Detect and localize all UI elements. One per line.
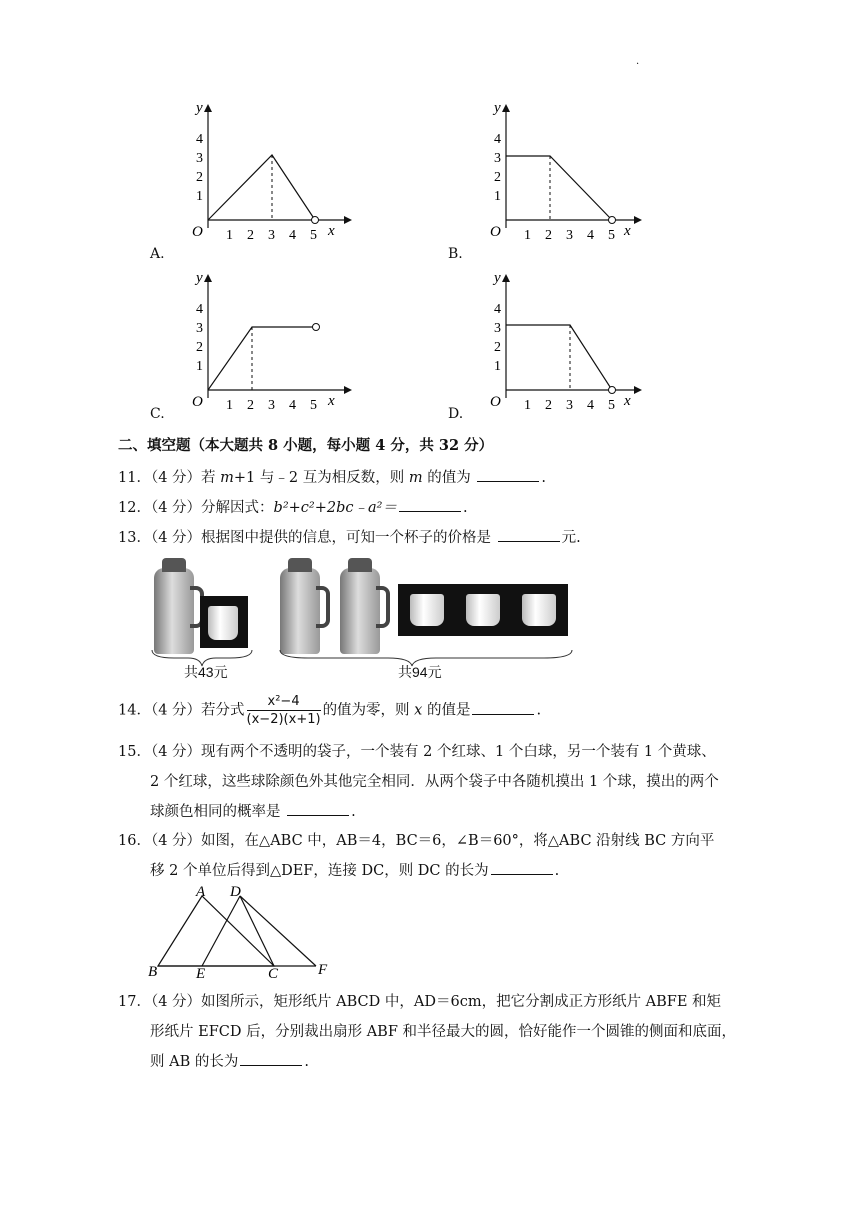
q15-text-3: 球颜色相同的概率是 — [150, 804, 286, 820]
question-17-line-1 — [118, 990, 721, 1011]
q14-fraction — [247, 694, 321, 727]
q13-end: 元. — [561, 530, 581, 546]
fraction-denominator: (x−2)(x+1) — [246, 712, 321, 727]
svg-text:4: 4 — [196, 132, 203, 147]
thermos-image — [340, 568, 380, 654]
option-label-c: C. — [150, 406, 165, 422]
q11-text-b: +1 与﹣2 互为相反数，则 — [233, 470, 409, 486]
question-17-line-3 — [150, 1050, 309, 1071]
svg-text:O: O — [490, 394, 501, 410]
svg-text:O: O — [192, 394, 203, 410]
svg-text:1: 1 — [524, 398, 531, 413]
q16-text-1: 如图，在△ABC 中，AB＝4，BC＝6，∠B＝60°，将△ABC 沿射线 BC 方向平 — [201, 833, 715, 849]
svg-text:O: O — [490, 224, 501, 240]
q12-text: 分解因式： — [201, 500, 274, 516]
svg-text:4: 4 — [494, 302, 501, 317]
fraction-numerator: x²−4 — [247, 694, 321, 711]
section-heading: 二、填空题（本大题共 8 小题，每小题 4 分，共 32 分） — [118, 437, 494, 454]
svg-text:5: 5 — [310, 228, 317, 243]
graph-option-b — [448, 100, 631, 262]
q12-end: . — [462, 500, 468, 516]
svg-text:1: 1 — [524, 228, 531, 243]
svg-text:4: 4 — [587, 398, 594, 413]
svg-text:x: x — [624, 223, 631, 239]
q17-answer-blank[interactable] — [240, 1051, 302, 1066]
svg-text:x: x — [624, 393, 631, 409]
svg-text:y: y — [494, 100, 501, 116]
svg-text:3: 3 — [196, 151, 203, 166]
svg-text:3: 3 — [566, 228, 573, 243]
svg-text:x: x — [328, 393, 335, 409]
svg-text:2: 2 — [545, 228, 552, 243]
q11-number: 11．（4 分） — [118, 470, 202, 486]
q13-price-figure — [148, 556, 578, 684]
question-16-line-2 — [150, 859, 559, 880]
cups-image — [398, 584, 568, 636]
q16-text-2: 移 2 个单位后得到△DEF，连接 DC，则 DC 的长为 — [150, 863, 489, 879]
cup-image — [200, 596, 248, 648]
q16-number: 16．（4 分） — [118, 833, 202, 849]
q15-number: 15．（4 分） — [118, 744, 202, 760]
q14-text-b: 的值为零，则 — [322, 702, 415, 719]
right-total-label: 共94元 — [398, 664, 442, 680]
svg-text:1: 1 — [196, 189, 203, 204]
question-15-line-3 — [150, 800, 356, 821]
graph-c-svg — [150, 270, 350, 440]
q12-answer-blank[interactable] — [399, 497, 461, 512]
q14-number: 14．（4 分） — [118, 702, 202, 719]
graph-a-svg — [150, 100, 350, 270]
point-e-label: E — [196, 966, 206, 980]
option-label-d: D. — [448, 406, 464, 422]
svg-text:2: 2 — [545, 398, 552, 413]
graph-option-a — [150, 100, 335, 262]
q16-triangle-figure — [144, 884, 344, 980]
thermos-image — [154, 568, 194, 654]
point-c-label: C — [268, 966, 279, 980]
svg-text:4: 4 — [196, 302, 203, 317]
graph-option-d — [448, 270, 631, 422]
svg-text:3: 3 — [494, 151, 501, 166]
q11-text-c: 的值为 — [422, 470, 476, 486]
question-14 — [118, 694, 541, 727]
q14-text-c: 的值是 — [422, 702, 471, 719]
q14-end: . — [536, 702, 542, 719]
question-11 — [118, 466, 546, 487]
q16-end: . — [554, 863, 560, 879]
left-total-label: 共43元 — [184, 664, 228, 680]
question-16-line-1 — [118, 829, 714, 850]
q15-answer-blank[interactable] — [287, 801, 349, 816]
svg-text:5: 5 — [310, 398, 317, 413]
svg-text:4: 4 — [289, 398, 296, 413]
y-axis-label: y — [196, 100, 203, 116]
svg-text:3: 3 — [268, 398, 275, 413]
point-b-label: B — [148, 964, 158, 980]
svg-text:O: O — [192, 224, 203, 240]
svg-text:y: y — [494, 270, 501, 286]
q17-number: 17．（4 分） — [118, 994, 202, 1010]
svg-text:3: 3 — [566, 398, 573, 413]
svg-text:2: 2 — [247, 398, 254, 413]
svg-text:x: x — [328, 223, 335, 239]
graph-b-svg — [448, 100, 648, 270]
svg-text:1: 1 — [196, 359, 203, 374]
q15-text-1: 现有两个不透明的袋子，一个装有 2 个红球、1 个白球，另一个装有 1 个黄球、 — [201, 744, 716, 760]
svg-text:1: 1 — [226, 228, 233, 243]
svg-text:1: 1 — [494, 189, 501, 204]
svg-text:4: 4 — [494, 132, 501, 147]
svg-text:2: 2 — [494, 170, 501, 185]
svg-text:2: 2 — [196, 170, 203, 185]
svg-text:3: 3 — [196, 321, 203, 336]
q14-var-x: x — [414, 702, 423, 719]
svg-text:5: 5 — [608, 228, 615, 243]
q13-number: 13．（4 分） — [118, 530, 202, 546]
thermos-image — [280, 568, 320, 654]
point-a-label: A — [196, 884, 206, 900]
svg-text:4: 4 — [289, 228, 296, 243]
option-label-b: B. — [448, 246, 463, 262]
svg-text:4: 4 — [587, 228, 594, 243]
svg-text:2: 2 — [494, 340, 501, 355]
q12-number: 12．（4 分） — [118, 500, 202, 516]
q16-answer-blank[interactable] — [491, 860, 553, 875]
q15-end: . — [351, 804, 356, 820]
option-label-a: A. — [150, 246, 165, 262]
question-15-line-2: 2 个红球，这些球除颜色外其他完全相同．从两个袋子中各随机摸出 1 个球，摸出的两个 — [150, 774, 719, 790]
q11-end: . — [541, 470, 546, 486]
question-12 — [118, 496, 468, 517]
graph-option-c — [150, 270, 335, 422]
corner-mark: . — [636, 56, 640, 67]
question-15-line-1 — [118, 740, 716, 761]
svg-text:5: 5 — [608, 398, 615, 413]
q11-var-m2: m — [408, 470, 423, 486]
q14-text-a: 若分式 — [201, 702, 245, 719]
point-d-label: D — [230, 884, 241, 900]
q17-end: . — [304, 1054, 309, 1070]
question-17-line-2: 形纸片 EFCD 后，分别裁出扇形 ABF 和半径最大的圆，恰好能作一个圆锥的侧面和底面， — [150, 1024, 736, 1040]
svg-text:1: 1 — [494, 359, 501, 374]
graph-d-svg — [448, 270, 648, 440]
q11-answer-blank[interactable] — [477, 467, 539, 482]
point-f-label: F — [318, 962, 328, 978]
q11-var-m: m — [220, 470, 234, 486]
q17-text-1: 如图所示，矩形纸片 ABCD 中，AD＝6cm，把它分割成正方形纸片 ABFE 和矩 — [201, 994, 722, 1010]
svg-text:2: 2 — [247, 228, 254, 243]
q13-answer-blank[interactable] — [498, 527, 560, 542]
q14-answer-blank[interactable] — [472, 700, 534, 715]
svg-text:3: 3 — [494, 321, 501, 336]
question-13 — [118, 526, 581, 547]
q17-text-3: 则 AB 的长为 — [150, 1054, 239, 1070]
q11-text-a: 若 — [201, 470, 221, 486]
svg-text:1: 1 — [226, 398, 233, 413]
svg-text:2: 2 — [196, 340, 203, 355]
q12-expression: b²+c²+2bc﹣a²＝ — [273, 500, 397, 516]
svg-text:y: y — [196, 270, 203, 286]
svg-text:3: 3 — [268, 228, 275, 243]
q13-text: 根据图中提供的信息，可知一个杯子的价格是 — [201, 530, 496, 546]
